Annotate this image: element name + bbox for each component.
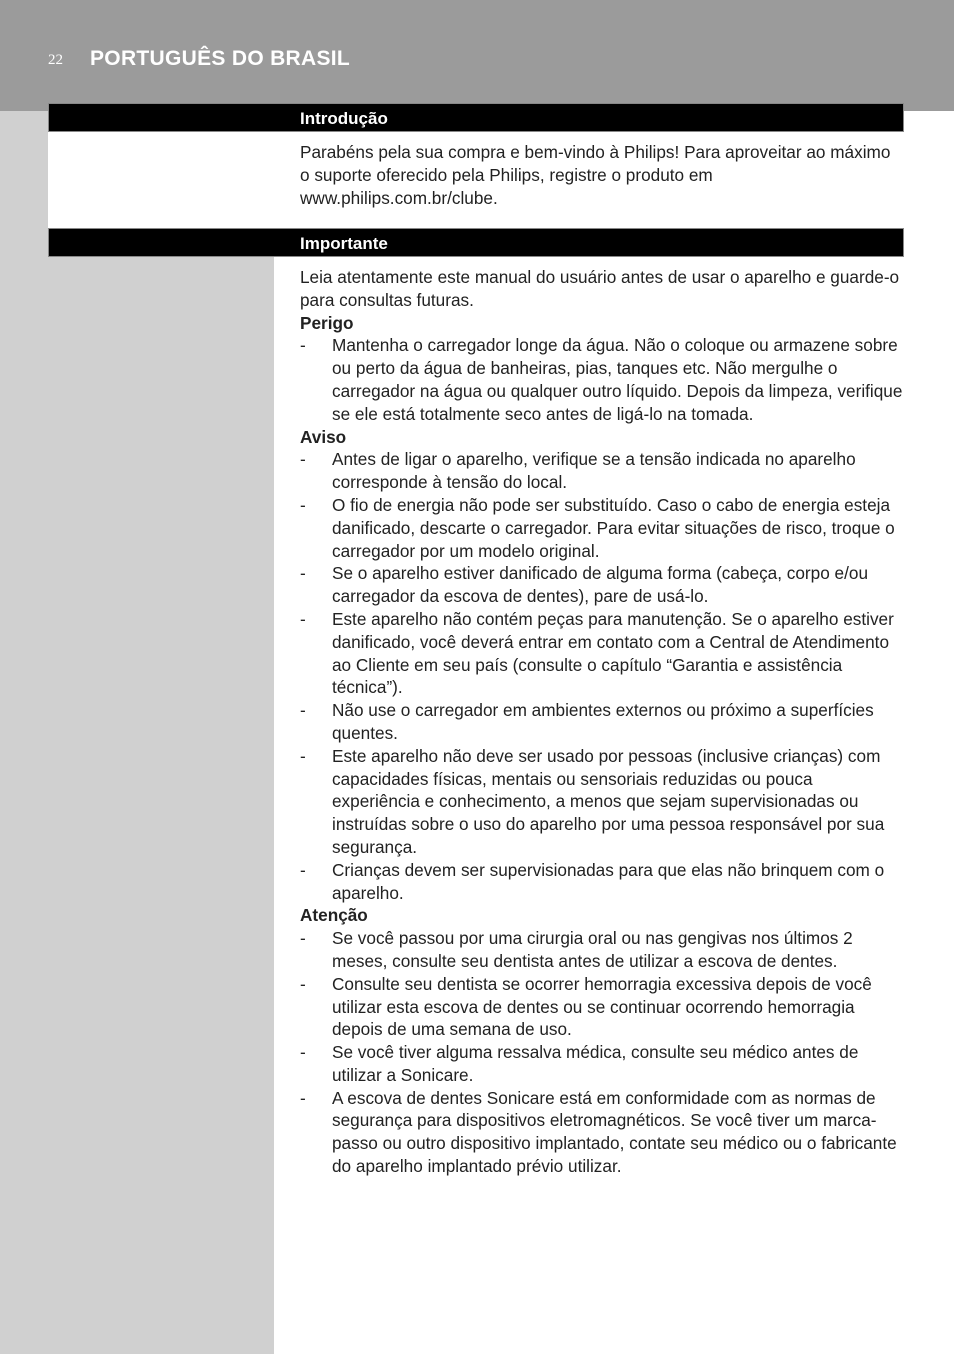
list-item: - Mantenha o carregador longe da água. Não o coloque ou armazene sobre ou perto da água de banheiras, pias, tanques etc. Não mergulhe o carregador na água ou qualquer outro líquido. Depois da limpeza, verifique se ele está totalmente seco antes de ligá-lo na tomada.	[300, 334, 904, 425]
list-item: - Crianças devem ser supervisionadas para que elas não brinquem com o aparelho.	[300, 859, 904, 905]
list-item: - Se você passou por uma cirurgia oral ou nas gengivas nos últimos 2 meses, consulte seu dentista antes de utilizar a escova de dentes.	[300, 927, 904, 973]
section-title-intro: Introdução	[300, 109, 388, 128]
perigo-list	[300, 334, 904, 425]
page-number: 22	[48, 52, 63, 68]
intro-side-block	[48, 132, 274, 228]
list-item: - Antes de ligar o aparelho, verifique se a tensão indicada no aparelho corresponde à tensão do local.	[300, 448, 904, 494]
atencao-list	[300, 927, 904, 1178]
list-item: - Consulte seu dentista se ocorrer hemorragia excessiva depois de você utilizar esta escova de dentes ou se continuar ocorrendo hemorragia depois de uma semana de uso.	[300, 973, 904, 1041]
language-title: PORTUGUÊS DO BRASIL	[90, 47, 351, 70]
list-item: - Este aparelho não contém peças para manutenção. Se o aparelho estiver danificado, você deverá entrar em contato com a Central de Atendimento ao Cliente em seu país (consulte o capítulo “Garantia e assistência técnica”).	[300, 608, 904, 699]
intro-content	[300, 141, 904, 209]
section-bar-intro	[48, 103, 904, 132]
list-item: - Se você tiver alguma ressalva médica, consulte seu médico antes de utilizar a Sonicare.	[300, 1041, 904, 1087]
important-content	[300, 266, 904, 1178]
list-item: - Não use o carregador em ambientes externos ou próximo a superfícies quentes.	[300, 699, 904, 745]
list-item: - A escova de dentes Sonicare está em conformidade com as normas de segurança para dispositivos eletromagnéticos. Se você tiver um marca-passo ou outro dispositivo implantado, contate seu médico ou o fabricante do aparelho implantado prévio utilizar.	[300, 1087, 904, 1178]
atencao-heading: Atenção	[300, 905, 368, 926]
list-item: - O fio de energia não pode ser substituído. Caso o cabo de energia esteja danificado, descarte o carregador. Para evitar situações de risco, troque o carregador por um modelo original.	[300, 494, 904, 562]
section-bar-important	[48, 228, 904, 257]
list-item: - Se o aparelho estiver danificado de alguma forma (cabeça, corpo e/ou carregador da escova de dentes), pare de usá-lo.	[300, 562, 904, 608]
intro-text: Parabéns pela sua compra e bem-vindo à Philips! Para aproveitar ao máximo o suporte oferecido pela Philips, registre o produto em www.philips.com.br/clube.	[300, 142, 891, 208]
section-title-important: Importante	[300, 234, 388, 253]
perigo-heading: Perigo	[300, 312, 354, 333]
left-margin-panel	[0, 111, 274, 1354]
list-item: - Este aparelho não deve ser usado por pessoas (inclusive crianças) com capacidades físicas, mentais ou sensoriais reduzidas ou pouca experiência e conhecimento, a menos que sejam supervisionadas ou instruídas sobre o uso do aparelho por uma pessoa responsável por sua segurança.	[300, 745, 904, 859]
important-intro-text: Leia atentamente este manual do usuário antes de usar o aparelho e guarde-o para consultas futuras.	[300, 267, 900, 310]
page-header	[0, 0, 954, 111]
aviso-list	[300, 448, 904, 904]
aviso-heading: Aviso	[300, 426, 347, 447]
